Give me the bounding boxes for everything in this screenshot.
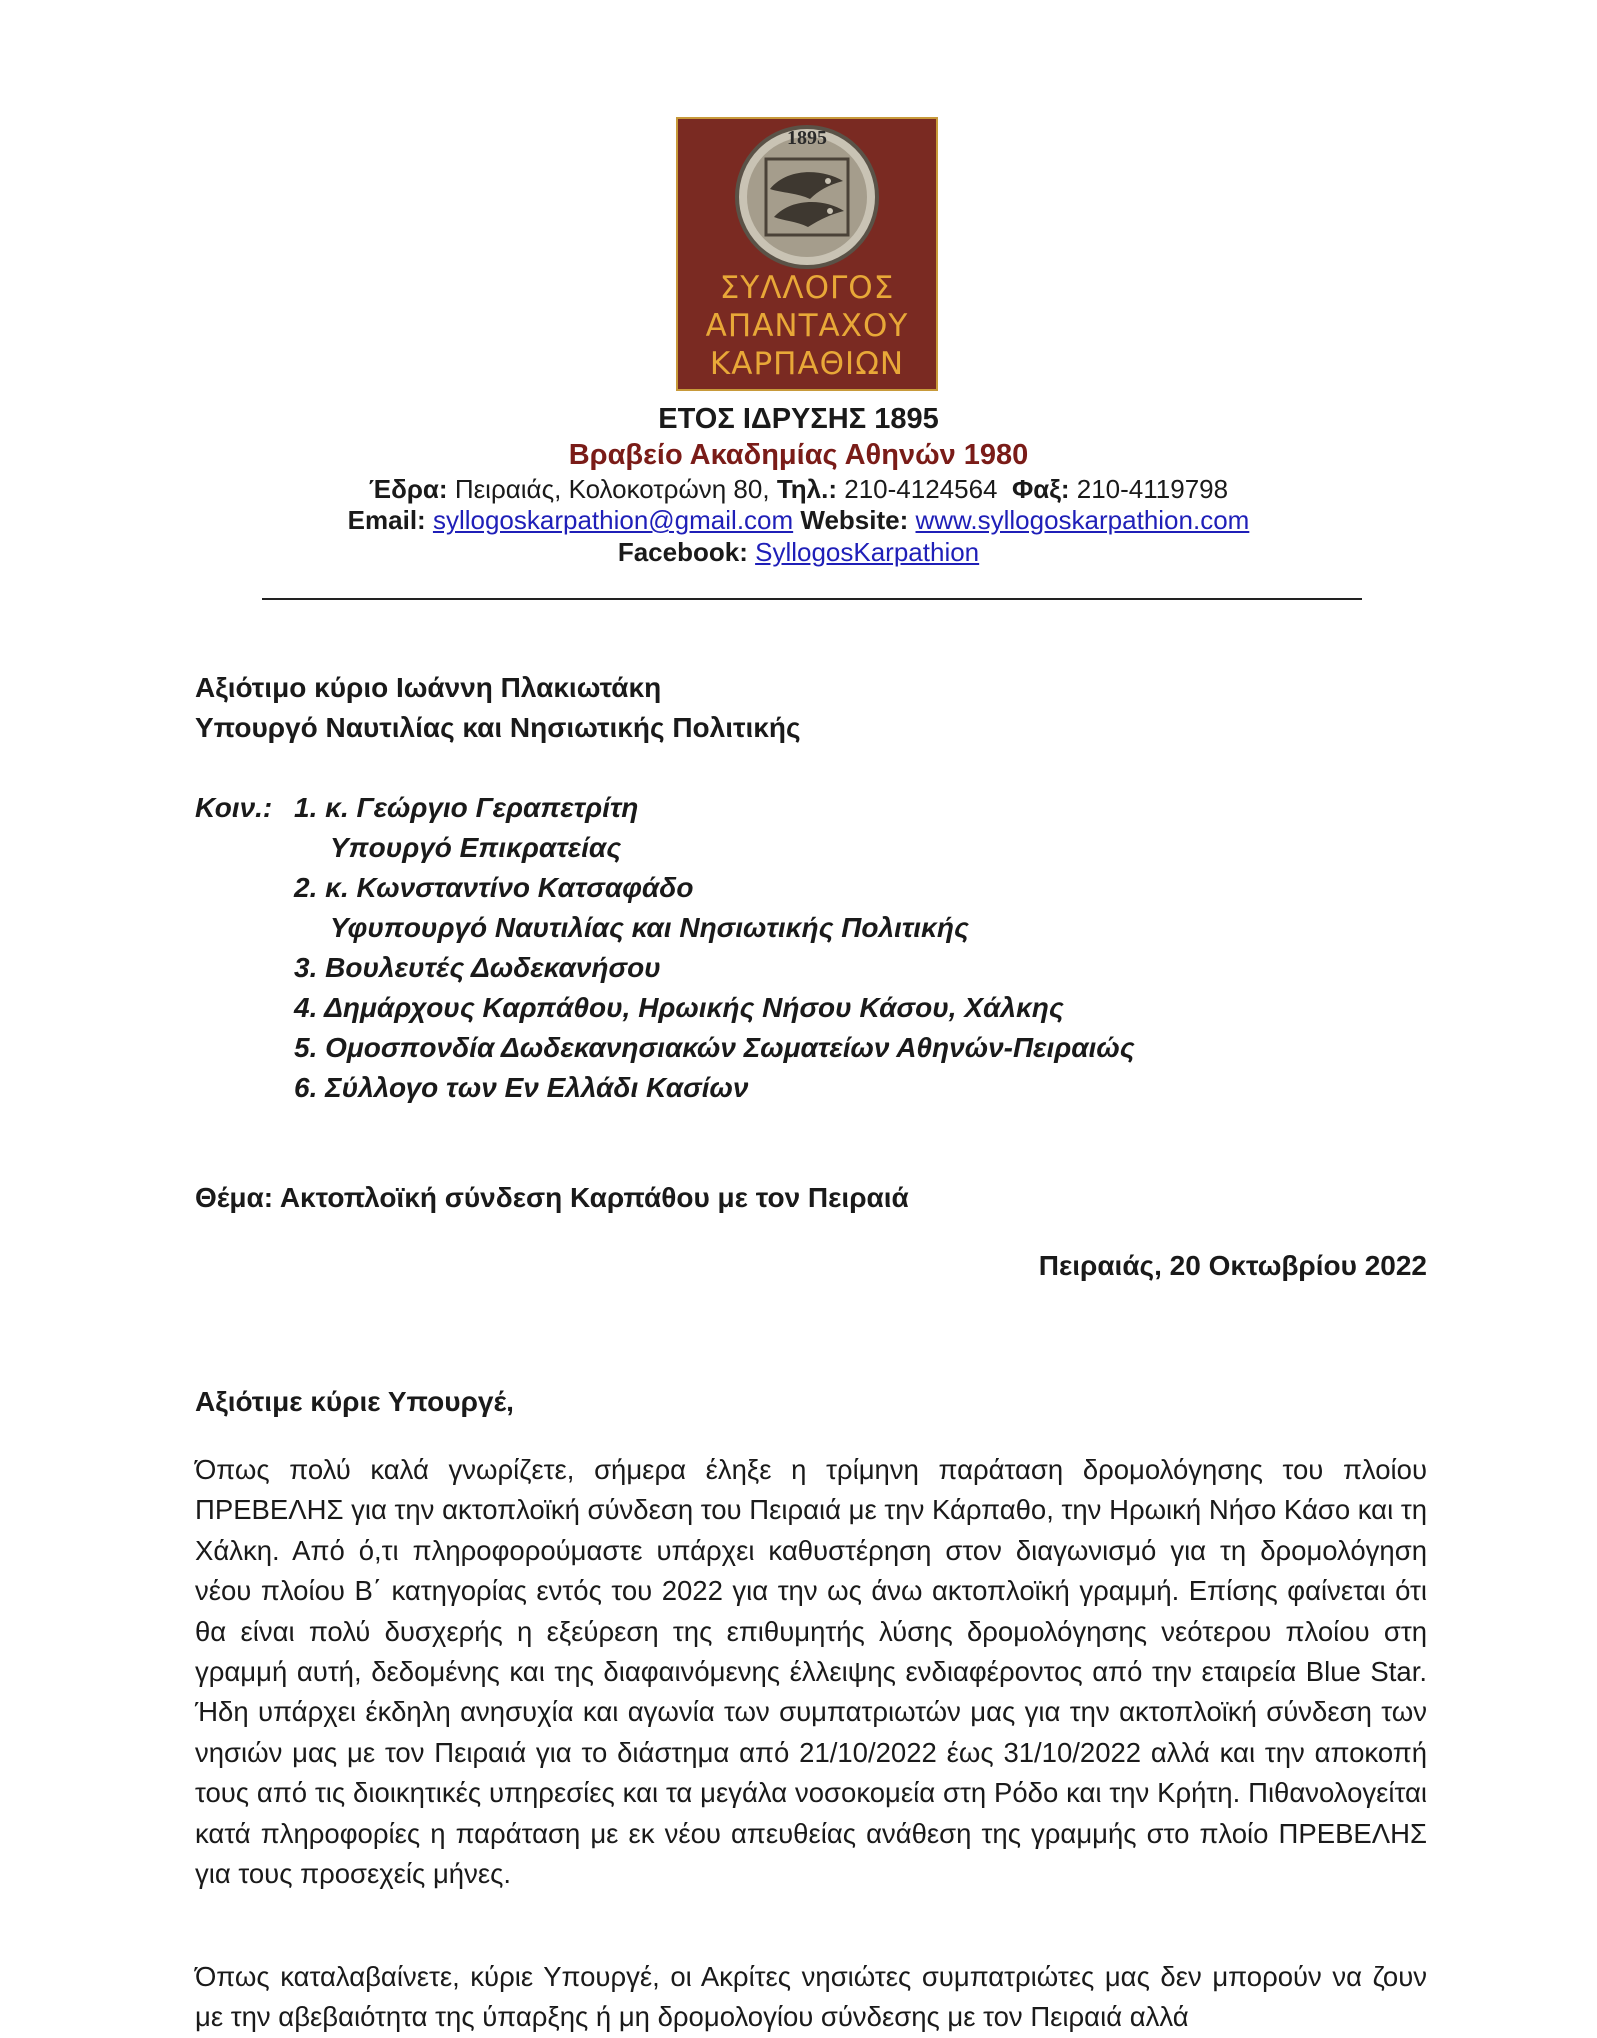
founded-year: ΕΤΟΣ ΙΔΡΥΣΗΣ 1895: [658, 403, 939, 435]
letter-subject: Θέμα: Ακτοπλοϊκή σύνδεση Καρπάθου με τον Πειραιά: [195, 1182, 909, 1213]
facebook-link[interactable]: SyllogosKarpathion: [755, 537, 980, 567]
cc-item: 2. κ. Κωνσταντίνο Κατσαφάδο: [294, 872, 694, 903]
recipient-name: Αξιότιμο κύριο Ιωάννη Πλακιωτάκη: [195, 672, 662, 703]
seat-label: Έδρα:: [368, 474, 448, 504]
association-logo: [676, 117, 938, 391]
body-paragraph-1: Όπως πολύ καλά γνωρίζετε, σήμερα έληξε η τρίμηνη παράταση δρομολόγησης του πλοίου ΠΡΕΒΕΛΗΣ για την ακτοπλοϊκή σύνδεση του Πειραιά με την Κάρπαθο, την Ηρωική Νήσο Κάσο και τη Χάλκη. Από ό,τι πληροφορούμαστε υπάρχει καθυστέρηση στον διαγωνισμό για τη δρομολόγηση νέου πλοίου Β΄ κατηγορίας εντός του 2022 για την ως άνω ακτοπλοϊκή γραμμή. Επίσης φαίνεται ότι θα είναι πολύ δυσχερής η εξεύρεση της επιθυμητής λύσης δρομολόγησης νεότερου πλοίου στη γραμμή αυτή, δεδομένης και της διαφαινόμενης έλλειψης ενδιαφέροντος από την εταιρεία Blue Star. Ήδη υπάρχει έκδηλη ανησυχία και αγωνία των συμπατριωτών μας για την ακτοπλοϊκή σύνδεση των νησιών μας με τον Πειραιά για το διάστημα από 21/10/2022 έως 31/10/2022 αλλά και την αποκοπή τους από τις διοικητικές υπηρεσίες και τα μεγάλα νοσοκομεία στη Ρόδο και την Κρήτη. Πιθανολογείται κατά πληροφορίες η παράταση με εκ νέου απευθείας ανάθεση της γραμμής στο πλοίο ΠΡΕΒΕΛΗΣ για τους προσεχείς μήνες.: [195, 1454, 1427, 1890]
address-line: [0, 474, 1597, 505]
recipient-title: Υπουργό Ναυτιλίας και Νησιωτικής Πολιτικής: [195, 712, 801, 743]
header-divider: [262, 598, 1362, 600]
cc-item: 3. Βουλευτές Δωδεκανήσου: [294, 952, 661, 983]
website-link[interactable]: www.syllogoskarpathion.com: [915, 505, 1250, 535]
cc-item: Υφυπουργό Ναυτιλίας και Νησιωτικής Πολιτικής: [330, 912, 969, 943]
logo-year: 1895: [787, 127, 827, 149]
tel-value: 210-4124564: [844, 474, 998, 504]
cc-item: 1. κ. Γεώργιο Γεραπετρίτη: [294, 792, 639, 823]
facebook-line: [0, 537, 1597, 568]
salutation: Αξιότιμε κύριε Υπουργέ,: [195, 1386, 514, 1417]
email-link[interactable]: syllogoskarpathion@gmail.com: [432, 505, 794, 535]
logo-line-2: ΑΠΑΝΤΑΧΟΥ: [705, 308, 909, 344]
email-label: Email:: [347, 505, 426, 535]
letter-date: Πειραιάς, 20 Οκτωβρίου 2022: [1038, 1250, 1427, 1281]
cc-item: 4. Δημάρχους Καρπάθου, Ηρωικής Νήσου Κάσου, Χάλκης: [294, 992, 1064, 1023]
tel-label: Τηλ.:: [776, 474, 838, 504]
cc-item: Υπουργό Επικρατείας: [330, 832, 622, 863]
cc-item: 5. Ομοσπονδία Δωδεκανησιακών Σωματείων Αθηνών-Πειραιώς: [294, 1032, 1135, 1063]
logo-line-3: ΚΑΡΠΑΘΙΩΝ: [709, 346, 905, 382]
website-label: Website:: [800, 505, 909, 535]
cc-label: Κοιν.:: [195, 792, 273, 823]
seat-value: Πειραιάς, Κολοκοτρώνη 80,: [454, 474, 770, 504]
fax-value: 210-4119798: [1076, 474, 1229, 504]
contact-line: [0, 505, 1597, 536]
cc-item: 6. Σύλλογο των Εν Ελλάδι Κασίων: [294, 1072, 749, 1103]
award-line: Βραβείο Ακαδημίας Αθηνών 1980: [568, 439, 1029, 471]
logo-line-1: ΣΥΛΛΟΓΟΣ: [719, 270, 895, 306]
body-paragraph-2: Όπως καταλαβαίνετε, κύριε Υπουργέ, οι Ακρίτες νησιώτες συμπατριώτες μας δεν μπορούν να ζουν με την αβεβαιότητα της ύπαρξης ή μη δρομολογίου σύνδεσης με τον Πειραιά αλλά: [195, 1961, 1427, 2033]
facebook-label: Facebook:: [617, 537, 748, 567]
fax-label: Φαξ:: [1011, 474, 1070, 504]
